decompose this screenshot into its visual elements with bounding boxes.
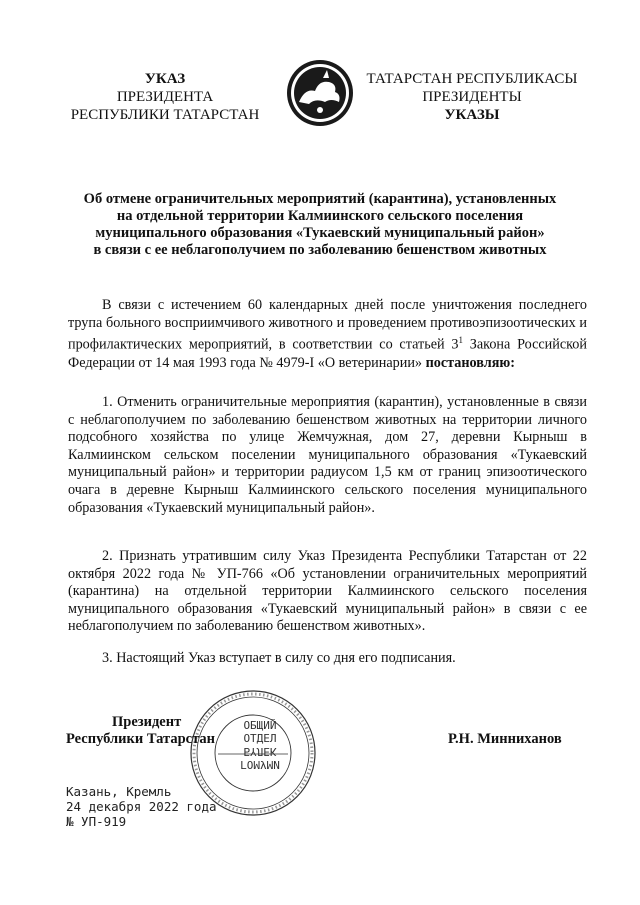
item-1 <box>68 394 587 517</box>
signature-title-line-2: Республики Татарстан <box>66 731 215 747</box>
intro-text-2: Закона Российской Федерации от 14 мая 1993 года № 4979-I «О ветеринарии» <box>68 336 587 371</box>
title-line-4: в связи с ее неблагополучием по заболеванию бешенством животных <box>93 242 547 258</box>
intro-paragraph <box>68 297 587 372</box>
header-right-line-1: ТАТАРСТАН РЕСПУБЛИКАСЫ <box>366 71 578 87</box>
intro-text-1: В связи с истечением 60 календарных дней после уничтожения последнего трупа больного восприимчивого животного и проведением противоэпизоотических и профилактических мероприятий, в соответствии со статьей 3 <box>68 297 587 353</box>
header-left-line-1: УКАЗ <box>144 71 186 87</box>
signatory-name: Р.Н. Минниханов <box>448 731 562 747</box>
footer-place: Казань, Кремль <box>66 784 172 799</box>
item-2 <box>68 548 587 636</box>
document-footer <box>66 784 217 829</box>
item-3 <box>68 650 587 668</box>
item-1-text: 1. Отменить ограничительные мероприятия (карантин), установленные в связи с неблагополучием по заболеванию бешенством животных на территории личного подсобного хозяйства по улице Жемчужная, дом 27, деревни Кырныш в Калмиинском сельском поселении муниципального образования «Тукаевский муниципальный район» и территории радиусом 1,5 км от границ эпизоотического очага в деревне Кырныш Калмиинского сельского поселения муниципального образования «Тукаевский муниципальный район». <box>68 394 587 516</box>
decree-colon: : <box>510 354 515 371</box>
stamp-line-1: ОБЩИЙ <box>243 719 277 732</box>
intro-superscript: 1 <box>458 335 463 346</box>
stamp-mirrored-line-2: ГОМУМИ <box>240 758 280 771</box>
stamp-mirrored-line-1: БҮЛЕК <box>243 745 277 758</box>
title-line-2: на отдельной территории Калмиинского сельского поселения <box>116 208 524 224</box>
footer-date: 24 декабря 2022 года <box>66 799 217 814</box>
title-line-1: Об отмене ограничительных мероприятий (карантина), установленных <box>83 191 557 207</box>
stamp-line-2: ОТДЕЛ <box>243 732 277 745</box>
tatarstan-coat-of-arms-icon <box>285 58 355 128</box>
header-left <box>55 70 275 124</box>
document-title <box>50 191 590 259</box>
title-line-3: муниципального образования «Тукаевский муниципальный район» <box>95 225 545 241</box>
header-right-line-2: ПРЕЗИДЕНТЫ <box>422 89 522 105</box>
item-3-text: 3. Настоящий Указ вступает в силу со дня его подписания. <box>102 650 456 666</box>
signature-title <box>66 714 246 748</box>
header-left-line-3: РЕСПУБЛИКИ ТАТАРСТАН <box>70 107 260 123</box>
header-right <box>362 70 582 124</box>
header-left-line-2: ПРЕЗИДЕНТА <box>116 89 214 105</box>
footer-number: № УП-919 <box>66 814 127 829</box>
signature-title-line-1: Президент <box>112 714 182 730</box>
item-2-text: 2. Признать утратившим силу Указ Президента Республики Татарстан от 22 октября 2022 года № УП-766 «Об установлении ограничительных мероприятий (карантина) на отдельной территории Калмиинского сельского поселения муниципального образования «Тукаевский муниципальный район» в связи с ее неблагополучием по заболеванию бешенством животных». <box>68 548 587 635</box>
header-right-line-3: УКАЗЫ <box>444 107 500 123</box>
decree-word: постановляю <box>425 354 511 371</box>
